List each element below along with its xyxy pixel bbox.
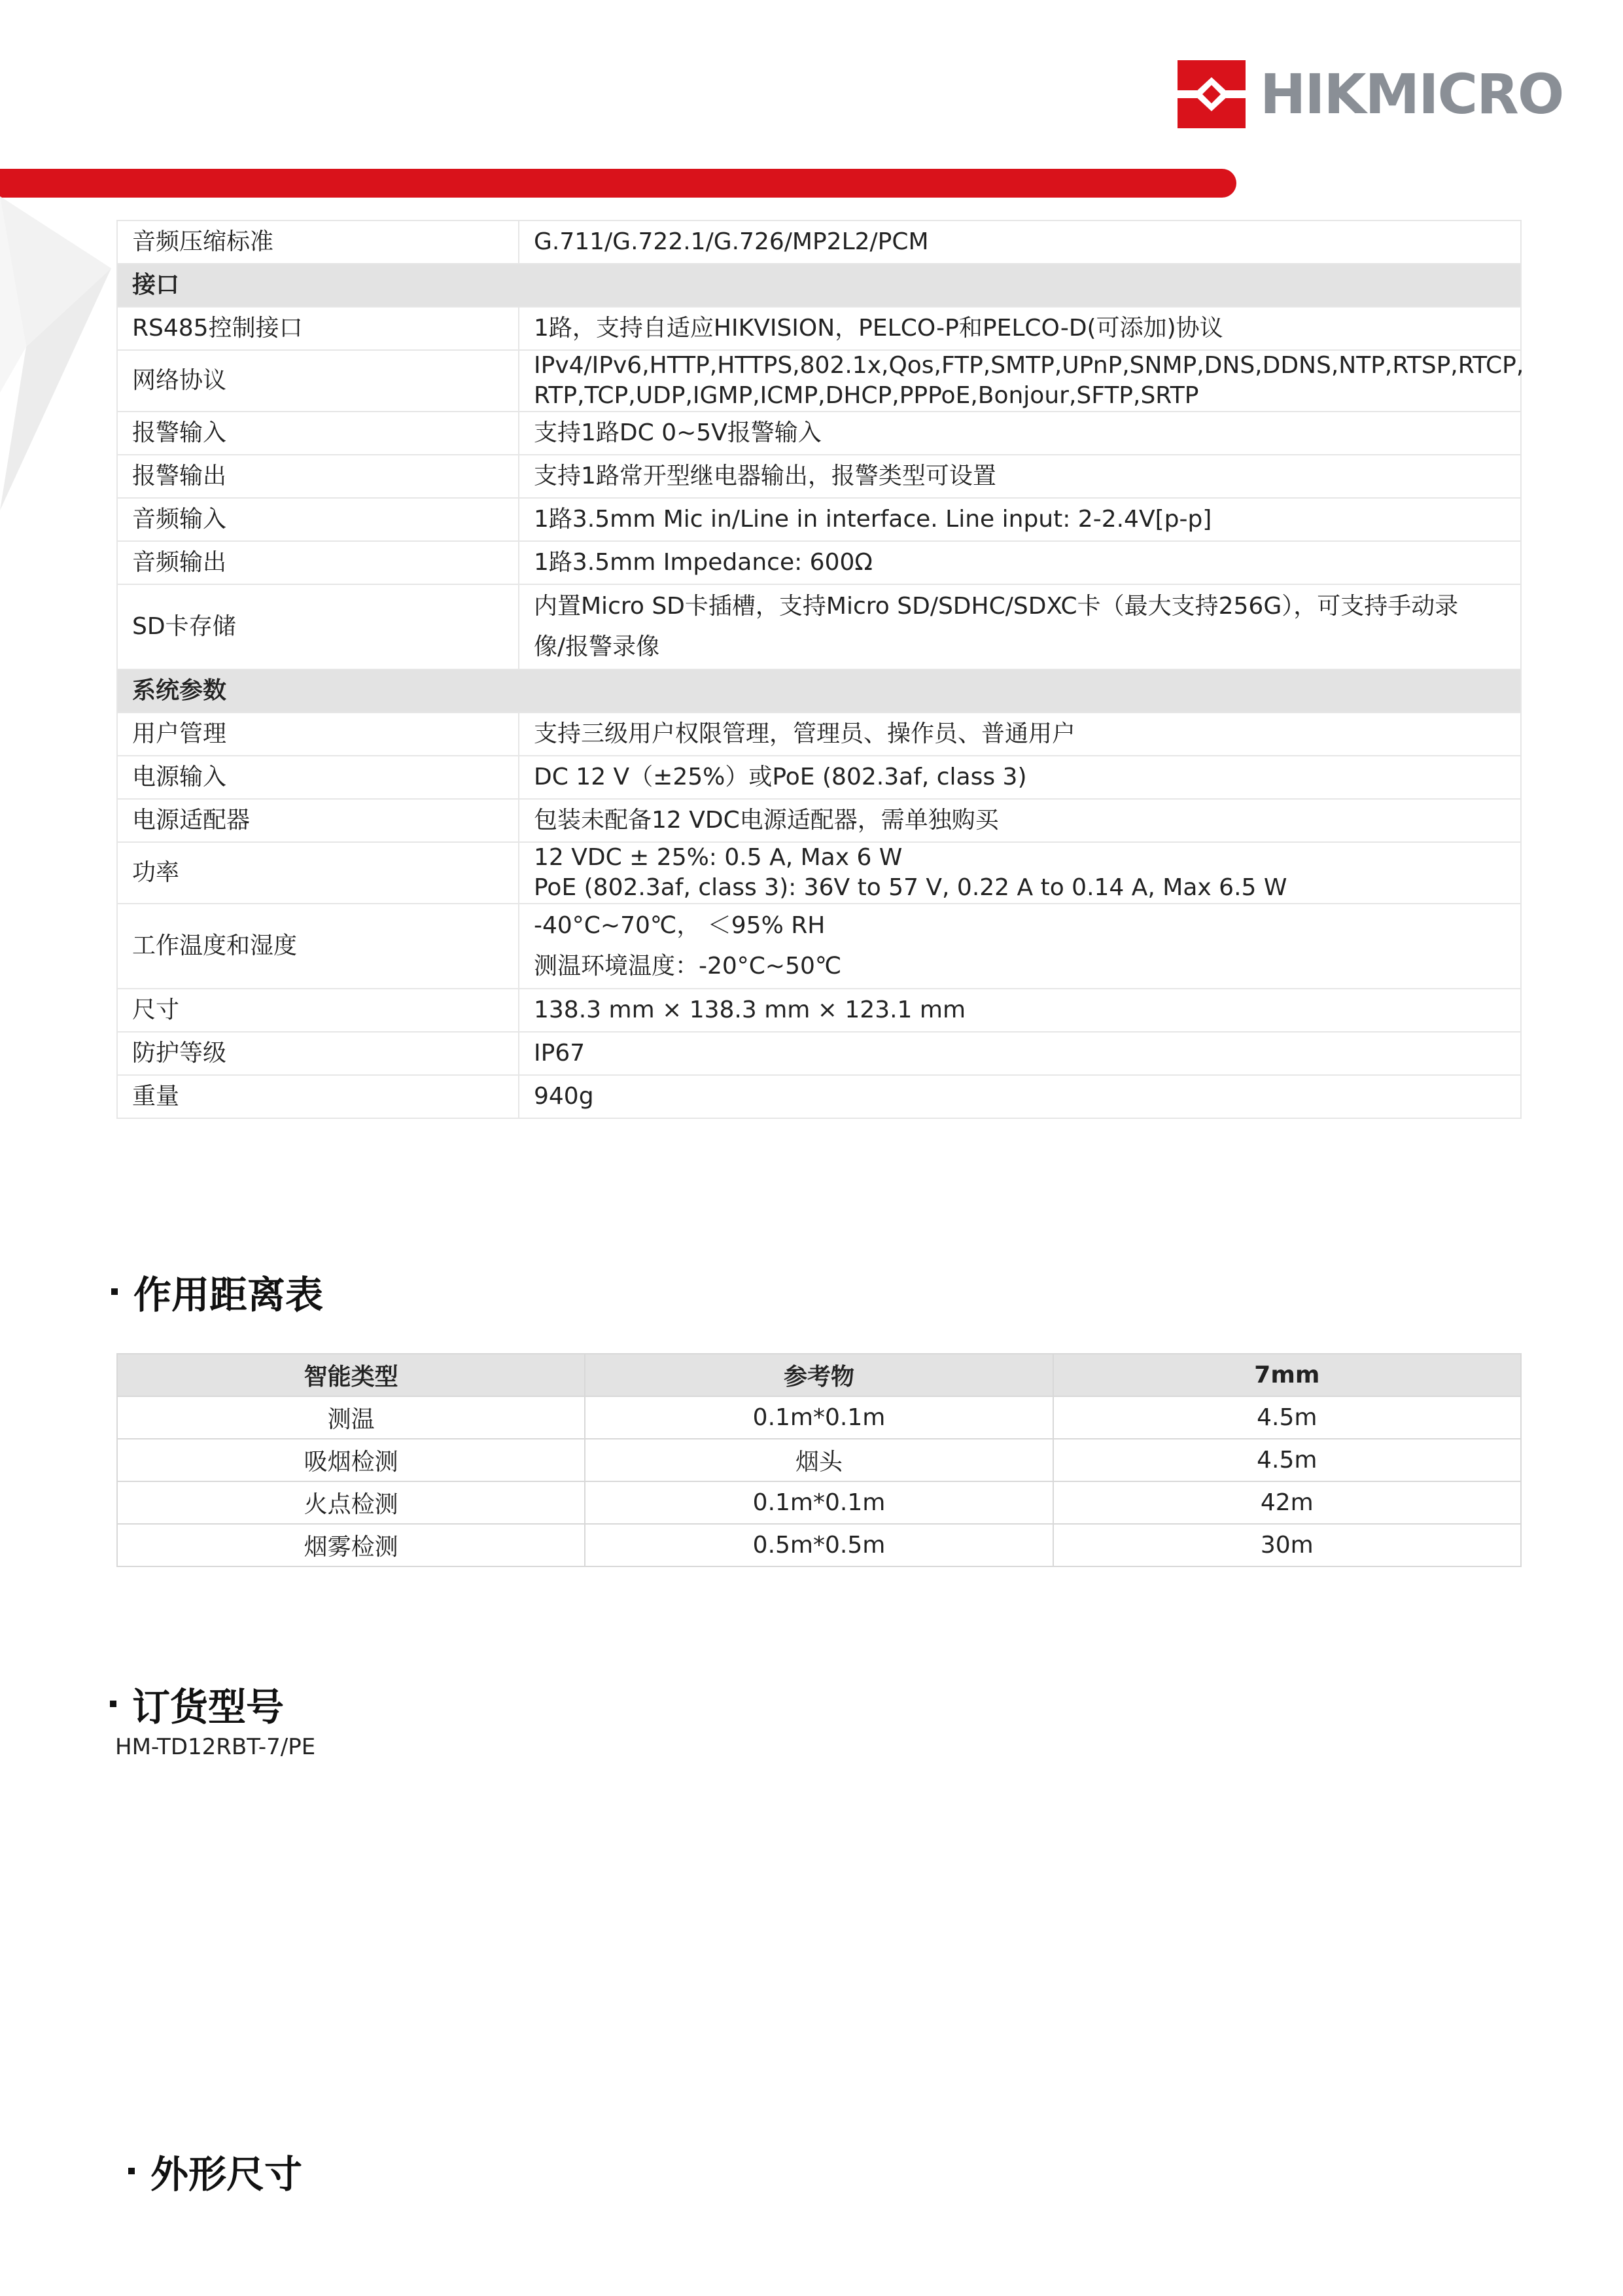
spec-value [519,713,1521,756]
range-reference-cell: 0.5m*0.5m [585,1524,1053,1566]
spec-row [117,412,1521,455]
spec-label: SD卡存储 [117,584,519,669]
spec-value [519,584,1521,669]
spec-value-line: -40°C~70℃， ＜95% RH [534,912,826,939]
range-table-header-row [117,1354,1521,1396]
decorative-shard-graphic [0,196,131,523]
spec-label: 用户管理 [117,713,519,756]
spec-label: 音频输入 [117,498,519,541]
spec-value-line: IPv4/IPv6,HTTP,HTTPS,802.1x,Qos,FTP,SMTP,UPnP,SNMP,DNS,DDNS,NTP,RTSP,RTCP, [534,352,1524,379]
spec-label: 重量 [117,1075,519,1118]
spec-value-line: PoE (802.3af, class 3): 36V to 57 V, 0.22 A to 0.14 A, Max 6.5 W [534,874,1287,901]
spec-label: 网络协议 [117,350,519,412]
spec-table [116,220,1522,1119]
spec-label: 电源适配器 [117,799,519,842]
range-type-cell: 火点检测 [117,1481,585,1524]
spec-row [117,799,1521,842]
range-reference-cell: 烟头 [585,1439,1053,1481]
spec-row [117,1032,1521,1075]
spec-row [117,455,1521,498]
range-type-cell: 烟雾检测 [117,1524,585,1566]
range-table-row [117,1396,1521,1439]
spec-value-line: 支持1路常开型继电器输出，报警类型可设置 [534,463,996,489]
bullet-icon [128,2168,135,2174]
range-type-cell: 吸烟检测 [117,1439,585,1481]
spec-value-line: 像/报警录像 [534,633,660,660]
spec-label: RS485控制接口 [117,307,519,350]
spec-value [519,221,1521,264]
range-header-reference: 参考物 [585,1354,1053,1396]
spec-value-line: 1路，支持自适应HIKVISION，PELCO-P和PELCO-D(可添加)协议 [534,315,1223,342]
range-distance-cell: 30m [1053,1524,1521,1566]
range-header-7mm: 7mm [1053,1354,1521,1396]
order-model-number: HM-TD12RBT-7/PE [115,1734,316,1760]
spec-value-line: 1路3.5mm Mic in/Line in interface. Line input: 2-2.4V[p-p] [534,506,1212,533]
range-distance-cell: 4.5m [1053,1439,1521,1481]
order-section-title: 订货型号 [110,1676,284,1731]
spec-row [117,498,1521,541]
range-distance-cell: 42m [1053,1481,1521,1524]
spec-row [117,842,1521,904]
spec-value [519,455,1521,498]
spec-label: 防护等级 [117,1032,519,1075]
spec-label: 功率 [117,842,519,904]
spec-row [117,541,1521,584]
hikmicro-logo-icon [1178,60,1246,128]
spec-value-line: 12 VDC ± 25%: 0.5 A, Max 6 W [534,844,903,871]
spec-row [117,221,1521,264]
spec-row [117,989,1521,1032]
spec-label: 工作温度和湿度 [117,904,519,989]
spec-label: 报警输入 [117,412,519,455]
spec-value-line: 138.3 mm × 138.3 mm × 123.1 mm [534,997,966,1023]
range-table-row [117,1524,1521,1566]
spec-value-line: G.711/G.722.1/G.726/MP2L2/PCM [534,228,929,255]
spec-value [519,498,1521,541]
spec-value-line: 包装未配备12 VDC电源适配器，需单独购买 [534,807,999,834]
spec-value-line: 支持三级用户权限管理，管理员、操作员、普通用户 [534,720,1076,747]
spec-row [117,713,1521,756]
spec-value-line: 测温环境温度：-20°C~50℃ [534,953,842,980]
spec-row [117,307,1521,350]
spec-label: 音频输出 [117,541,519,584]
spec-row [117,756,1521,799]
spec-row [117,350,1521,412]
spec-row [117,584,1521,669]
spec-value-line: RTP,TCP,UDP,IGMP,ICMP,DHCP,PPPoE,Bonjour,SFTP,SRTP [534,382,1199,409]
spec-value [519,904,1521,989]
bullet-icon [110,1701,116,1707]
brand-name: HIKMICRO [1260,62,1563,126]
range-type-cell: 测温 [117,1396,585,1439]
range-table-row [117,1481,1521,1524]
spec-label: 音频压缩标准 [117,221,519,264]
spec-value [519,842,1521,904]
spec-value [519,1032,1521,1075]
header-red-bar [0,169,1236,198]
spec-value-line: 内置Micro SD卡插槽，支持Micro SD/SDHC/SDXC卡（最大支持256G），可支持手动录 [534,593,1459,620]
range-table [116,1353,1522,1567]
spec-value [519,350,1524,412]
bullet-icon [111,1288,118,1295]
spec-section-label: 系统参数 [117,669,1521,713]
spec-label: 报警输出 [117,455,519,498]
spec-value-line: IP67 [534,1040,585,1067]
spec-value [519,307,1521,350]
spec-section-header [117,669,1521,713]
spec-value-line: 940g [534,1083,594,1110]
spec-row [117,904,1521,989]
spec-value [519,412,1521,455]
hikmicro-logo [1178,58,1563,131]
spec-value [519,989,1521,1032]
range-section-title: 作用距离表 [111,1264,323,1319]
spec-section-label: 接口 [117,264,1521,307]
spec-value [519,799,1521,842]
spec-value [519,541,1521,584]
dimension-section-title: 外形尺寸 [128,2144,302,2199]
spec-section-header [117,264,1521,307]
spec-value [519,1075,1521,1118]
range-distance-cell: 4.5m [1053,1396,1521,1439]
spec-label: 尺寸 [117,989,519,1032]
range-table-row [117,1439,1521,1481]
spec-value-line: 支持1路DC 0~5V报警输入 [534,419,822,446]
spec-label: 电源输入 [117,756,519,799]
spec-value-line: DC 12 V（±25%）或PoE (802.3af, class 3) [534,764,1027,790]
spec-row [117,1075,1521,1118]
spec-value [519,756,1521,799]
range-reference-cell: 0.1m*0.1m [585,1481,1053,1524]
range-reference-cell: 0.1m*0.1m [585,1396,1053,1439]
spec-value-line: 1路3.5mm Impedance: 600Ω [534,549,873,576]
range-header-type: 智能类型 [117,1354,585,1396]
